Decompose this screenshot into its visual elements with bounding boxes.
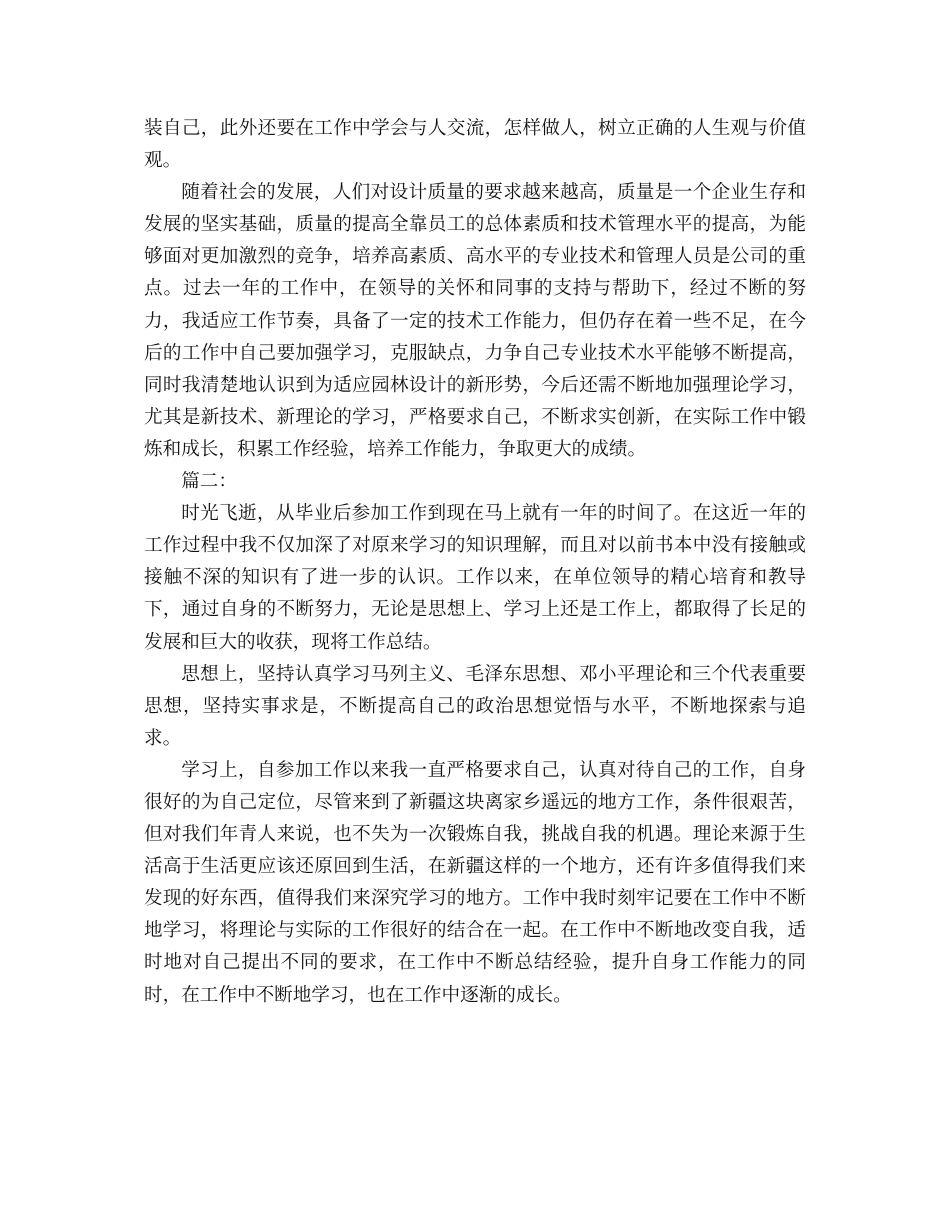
section-heading: 篇二： [181,471,237,493]
paragraph-quality: 随着社会的发展，人们对设计质量的要求越来越高，质量是一个企业生存和发展的坚实基础，质量的提高全靠员工的总体素质和技术管理水平的提高，为能够面对更加激烈的竞争，培养高素质、高水平的专业技术和管理人员是公司的重点。过去一年的工作中，在领导的关怀和同事的支持与帮助下，经过不断的努力，我适应工作节奏，具备了一定的技术工作能力，但仍存在着一些不足，在今后的工作中自己要加强学习，克服缺点，力争自己专业技术水平能够不断提高，同时我清楚地认识到为适应园林设计的新形势，今后还需不断地加强理论学习，尤其是新技术、新理论的学习，严格要求自己，不断求实创新，在实际工作中锻炼和成长，积累工作经验，培养工作能力，争取更大的成绩。 [144,182,806,460]
document-body [144,113,806,1012]
paragraph-thought: 思想上，坚持认真学习马列主义、毛泽东思想、邓小平理论和三个代表重要思想，坚持实事求是，不断提高自己的政治思想觉悟与水平，不断地探索与追求。 [144,663,806,749]
paragraph-continued: 装自己，此外还要在工作中学会与人交流，怎样做人，树立正确的人生观与价值观。 [144,118,806,172]
paragraph-study: 学习上，自参加工作以来我一直严格要求自己，认真对待自己的工作，自身很好的为自己定位，尽管来到了新疆这块离家乡遥远的地方工作，条件很艰苦，但对我们年青人来说，也不失为一次锻炼自我，挑战自我的机遇。理论来源于生活高于生活更应该还原回到生活，在新疆这样的一个地方，还有许多值得我们来发现的好东西，值得我们来深究学习的地方。工作中我时刻牢记要在工作中不断地学习，将理论与实际的工作很好的结合在一起。在工作中不断地改变自我，适时地对自己提出不同的要求，在工作中不断总结经验，提升自身工作能力的同时，在工作中不断地学习，也在工作中逐渐的成长。 [144,759,806,1006]
paragraph-intro: 时光飞逝，从毕业后参加工作到现在马上就有一年的时间了。在这近一年的工作过程中我不仅加深了对原来学习的知识理解，而且对以前书本中没有接触或接触不深的知识有了进一步的认识。工作以来，在单位领导的精心培育和教导下，通过自身的不断努力，无论是思想上、学习上还是工作上，都取得了长足的发展和巨大的收获，现将工作总结。 [144,503,806,653]
